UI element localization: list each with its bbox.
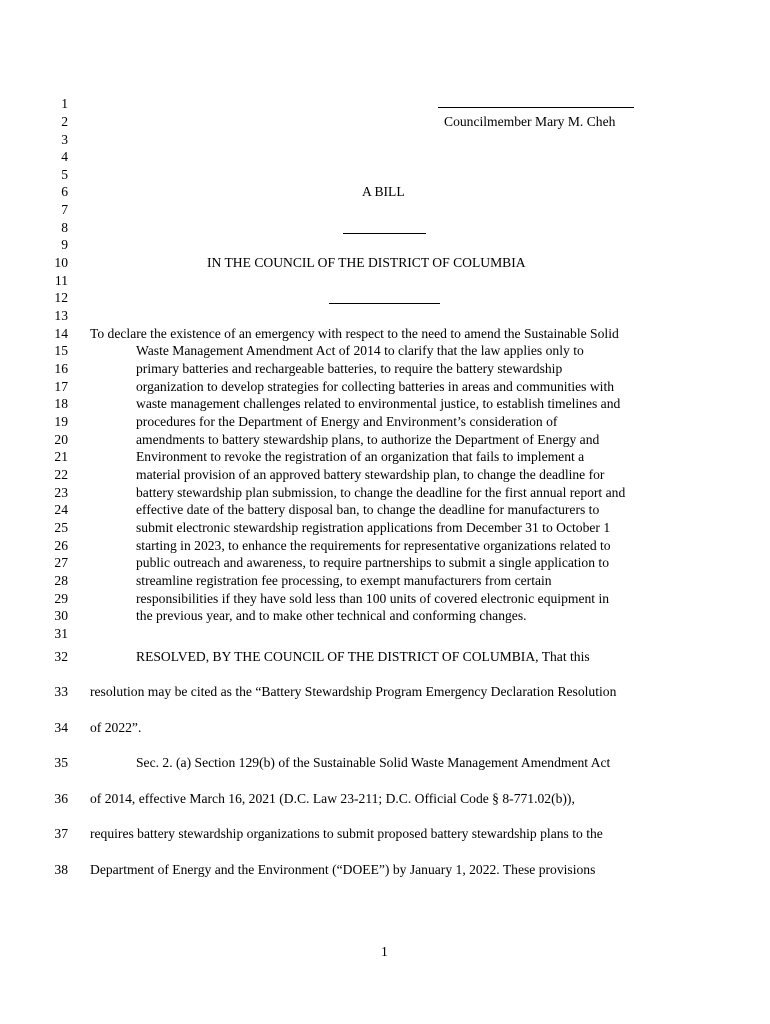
line-number: 22 bbox=[54, 467, 68, 482]
summary-line: effective date of the battery disposal ban, to change the deadline for manufacturers to bbox=[136, 502, 600, 517]
title-rule bbox=[343, 233, 426, 234]
body-line: of 2022”. bbox=[90, 720, 142, 735]
line-number: 38 bbox=[54, 862, 68, 877]
body-line: Department of Energy and the Environment (“DOEE”) by January 1, 2022. These provisions bbox=[90, 862, 596, 877]
line-number: 32 bbox=[54, 649, 68, 664]
line-number: 20 bbox=[54, 432, 68, 447]
line-number: 7 bbox=[61, 202, 68, 217]
line-number: 19 bbox=[54, 414, 68, 429]
line-number: 10 bbox=[54, 255, 68, 270]
line-number: 6 bbox=[61, 184, 68, 199]
summary-line: To declare the existence of an emergency with respect to the need to amend the Sustainable Solid bbox=[90, 326, 619, 341]
summary-line: the previous year, and to make other technical and conforming changes. bbox=[136, 608, 527, 623]
line-number: 8 bbox=[61, 220, 68, 235]
line-number: 21 bbox=[54, 449, 68, 464]
summary-line: material provision of an approved battery stewardship plan, to change the deadline for bbox=[136, 467, 605, 482]
line-number: 23 bbox=[54, 485, 68, 500]
summary-line: amendments to battery stewardship plans, to authorize the Department of Energy and bbox=[136, 432, 600, 447]
bill-title: A BILL bbox=[362, 184, 405, 199]
body-line: Sec. 2. (a) Section 129(b) of the Sustainable Solid Waste Management Amendment Act bbox=[136, 755, 611, 770]
line-number: 37 bbox=[54, 826, 68, 841]
line-number: 1 bbox=[61, 96, 68, 111]
summary-line: primary batteries and rechargeable batteries, to require the battery stewardship bbox=[136, 361, 563, 376]
line-number: 12 bbox=[54, 290, 68, 305]
line-number: 2 bbox=[61, 114, 68, 129]
council-rule bbox=[329, 303, 440, 304]
summary-line: waste management challenges related to environmental justice, to establish timelines and bbox=[136, 396, 621, 411]
line-number: 13 bbox=[54, 308, 68, 323]
page-number: 1 bbox=[381, 944, 388, 959]
body-line: resolution may be cited as the “Battery Stewardship Program Emergency Declaration Resolution bbox=[90, 684, 617, 699]
summary-line: Environment to revoke the registration of an organization that fails to implement a bbox=[136, 449, 585, 464]
councilmember-name: Councilmember Mary M. Cheh bbox=[444, 114, 616, 129]
summary-line: organization to develop strategies for collecting batteries in areas and communities with bbox=[136, 379, 615, 394]
line-number: 16 bbox=[54, 361, 68, 376]
signature-line bbox=[438, 107, 634, 108]
line-number: 27 bbox=[54, 555, 68, 570]
council-heading: IN THE COUNCIL OF THE DISTRICT OF COLUMBIA bbox=[207, 255, 526, 270]
line-number: 5 bbox=[61, 167, 68, 182]
line-number: 29 bbox=[54, 591, 68, 606]
line-number: 34 bbox=[54, 720, 68, 735]
line-number: 4 bbox=[61, 149, 68, 164]
line-number: 24 bbox=[54, 502, 68, 517]
body-line: RESOLVED, BY THE COUNCIL OF THE DISTRICT OF COLUMBIA, That this bbox=[136, 649, 590, 664]
line-number: 17 bbox=[54, 379, 68, 394]
line-number: 30 bbox=[54, 608, 68, 623]
summary-line: Waste Management Amendment Act of 2014 to clarify that the law applies only to bbox=[136, 343, 584, 358]
line-number: 35 bbox=[54, 755, 68, 770]
line-number: 11 bbox=[54, 273, 68, 288]
summary-line: submit electronic stewardship registration applications from December 31 to October 1 bbox=[136, 520, 611, 535]
summary-line: public outreach and awareness, to require partnerships to submit a single application to bbox=[136, 555, 610, 570]
line-number: 26 bbox=[54, 538, 68, 553]
line-number: 28 bbox=[54, 573, 68, 588]
summary-line: responsibilities if they have sold less than 100 units of covered electronic equipment in bbox=[136, 591, 610, 606]
line-number: 14 bbox=[54, 326, 68, 341]
line-number: 31 bbox=[54, 626, 68, 641]
summary-line: starting in 2023, to enhance the requirements for representative organizations related to bbox=[136, 538, 611, 553]
line-number: 18 bbox=[54, 396, 68, 411]
line-number: 3 bbox=[61, 132, 68, 147]
summary-line: streamline registration fee processing, to exempt manufacturers from certain bbox=[136, 573, 552, 588]
body-line: of 2014, effective March 16, 2021 (D.C. Law 23-211; D.C. Official Code § 8-771.02(b)), bbox=[90, 791, 575, 806]
line-number: 36 bbox=[54, 791, 68, 806]
body-line: requires battery stewardship organizations to submit proposed battery stewardship plans to the bbox=[90, 826, 603, 841]
summary-line: procedures for the Department of Energy and Environment’s consideration of bbox=[136, 414, 558, 429]
line-number: 33 bbox=[54, 684, 68, 699]
summary-line: battery stewardship plan submission, to change the deadline for the first annual report and bbox=[136, 485, 626, 500]
line-number: 9 bbox=[61, 237, 68, 252]
line-number: 25 bbox=[54, 520, 68, 535]
line-number: 15 bbox=[54, 343, 68, 358]
